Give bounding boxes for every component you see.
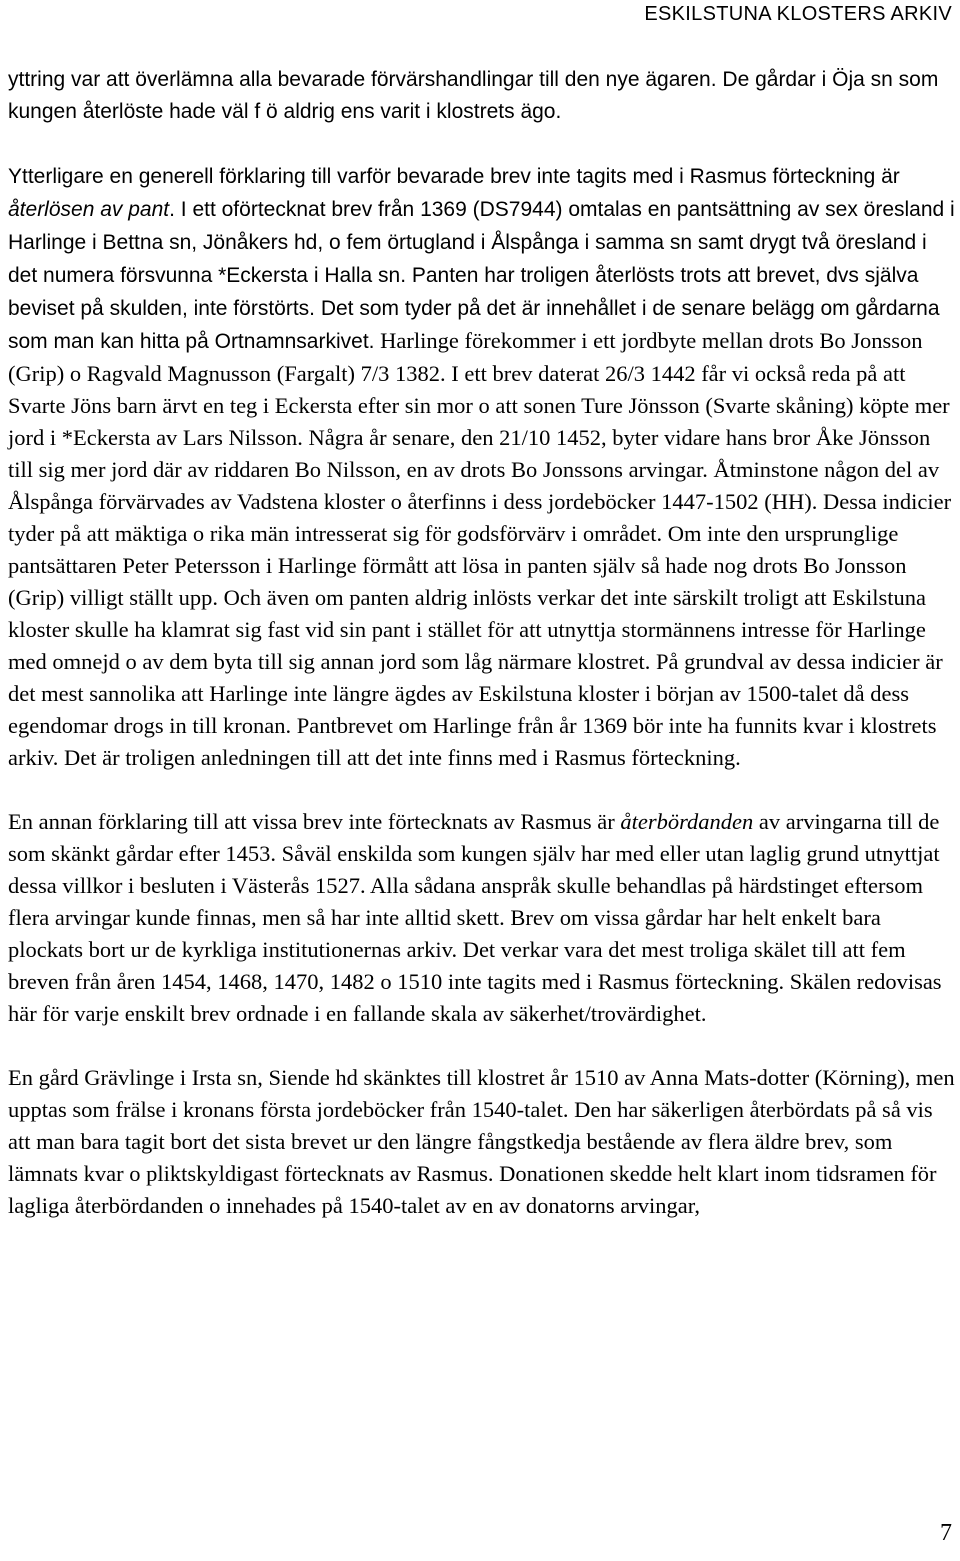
- paragraph-2-italic-term: återlösen av pant: [8, 198, 170, 221]
- paragraph-4: [8, 1062, 958, 1222]
- paragraph-1-text: yttring var att överlämna alla bevarade förvärshandlingar till den nye ägaren. De gårdar i Öja sn som kungen återlöste hade väl f ö aldrig ens varit i klostrets ägo.: [8, 68, 939, 123]
- paragraph-3: [8, 806, 958, 1030]
- paragraph-3-italic-term: återbördanden: [620, 809, 754, 834]
- running-header: ESKILSTUNA KLOSTERS ARKIV: [644, 3, 952, 25]
- document-body: [8, 64, 958, 1222]
- paragraph-2-text-c: Harlinge förekommer i ett jordbyte mellan drots Bo Jonsson (Grip) o Ragvald Magnusson (Fargalt) 7/3 1382. I ett brev daterat 26/3 1442 får vi också reda på att Svarte Jöns barn ärvt en teg i Eckersta efter sin mor o att sonen Ture Jönsson (Svarte skåning) köpte mer jord i *Eckersta av Lars Nilsson. Några år senare, den 21/10 1452, byter vidare hans bror Åke Jönsson till sig mer jord där av riddaren Bo Nilsson, en av drots Bo Jonssons arvingar. Åtminstone någon del av Ålspånga förvärvades av Vadstena kloster o återfinns i dess jordeböcker 1447-1502 (HH). Dessa indicier tyder på att mäktiga o rika män intresserat sig för godsförvärv i området. Om inte den ursprunglige pantsättaren Peter Petersson i Harlinge förmått att lösa in panten själv så hade nog drots Bo Jonsson (Grip) villigt ställt upp. Och även om panten aldrig inlösts verkar det inte särskilt troligt att Eskilstuna kloster skulle ha klamrat sig fast vid sin pant i stället för att utnyttja stormännens intresse för Harlinge med omnejd o av dem byta till sig annan jord som låg närmare klostret. På grundval av dessa indicier är det mest sannolika att Harlinge inte längre ägdes av Eskilstuna kloster i början av 1500-talet då dess egendomar drogs in till kronan. Pantbrevet om Harlinge från år 1369 bör inte ha funnits kvar i klostrets arkiv. Det är troligen anledningen till att det inte finns med i Rasmus förteckning.: [8, 328, 952, 770]
- paragraph-2: [8, 160, 958, 774]
- paragraph-4-text: En gård Grävlinge i Irsta sn, Siende hd skänktes till klostret år 1510 av Anna Mats-dotter (Körning), men upptas som frälse i kronans första jordeböcker från 1540-talet. Den har säkerligen återbördats på så vis att man bara tagit bort det sista brevet ur den längre fångstkedja bestående av flera äldre brev, som lämnats kvar o pliktskyldigast förtecknats av Rasmus. Donationen skedde helt klart inom tidsramen för lagliga återbördanden o innehades på 1540-talet av en av donatorns arvingar,: [8, 1065, 955, 1218]
- paragraph-1: [8, 64, 958, 128]
- paragraph-2-text-a: Ytterligare en generell förklaring till varför bevarade brev inte tagits med i Rasmus förteckning är: [8, 165, 900, 188]
- paragraph-2-text-b: . I ett oförtecknat brev från 1369 (DS7944) omtalas en pantsättning av sex öresland i Harlinge i Bettna sn, Jönåkers hd, o fem örtugland i Ålspånga i samma sn samt drygt två öresland i det numera försvunna *Eckersta i Halla sn. Panten har troligen återlösts trots att brevet, dvs själva beviset på skulden, inte förstörts. Det som tyder på det är innehållet i de senare belägg om gårdarna som man kan hitta på Ortnamnsarkivet.: [8, 198, 955, 353]
- page-number: 7: [940, 1520, 952, 1546]
- paragraph-3-text-b: av arvingarna till de som skänkt gårdar efter 1453. Såväl enskilda som kungen själv har med eller utan laglig grund utnyttjat dessa villkor i besluten i Västerås 1527. Alla sådana anspråk skulle behandlas på härdstinget eftersom flera arvingar kunde finnas, men så har inte alltid skett. Brev om vissa gårdar har helt enkelt bara plockats bort ur de kyrkliga institutionernas arkiv. Det verkar vara det mest troliga skälet till att fem breven från åren 1454, 1468, 1470, 1482 o 1510 inte tagits med i Rasmus förteckning. Skälen redovisas här för varje enskilt brev ordnade i en fallande skala av säkerhet/trovärdighet.: [8, 809, 942, 1026]
- paragraph-3-text-a: En annan förklaring till att vissa brev inte förtecknats av Rasmus är: [8, 809, 621, 834]
